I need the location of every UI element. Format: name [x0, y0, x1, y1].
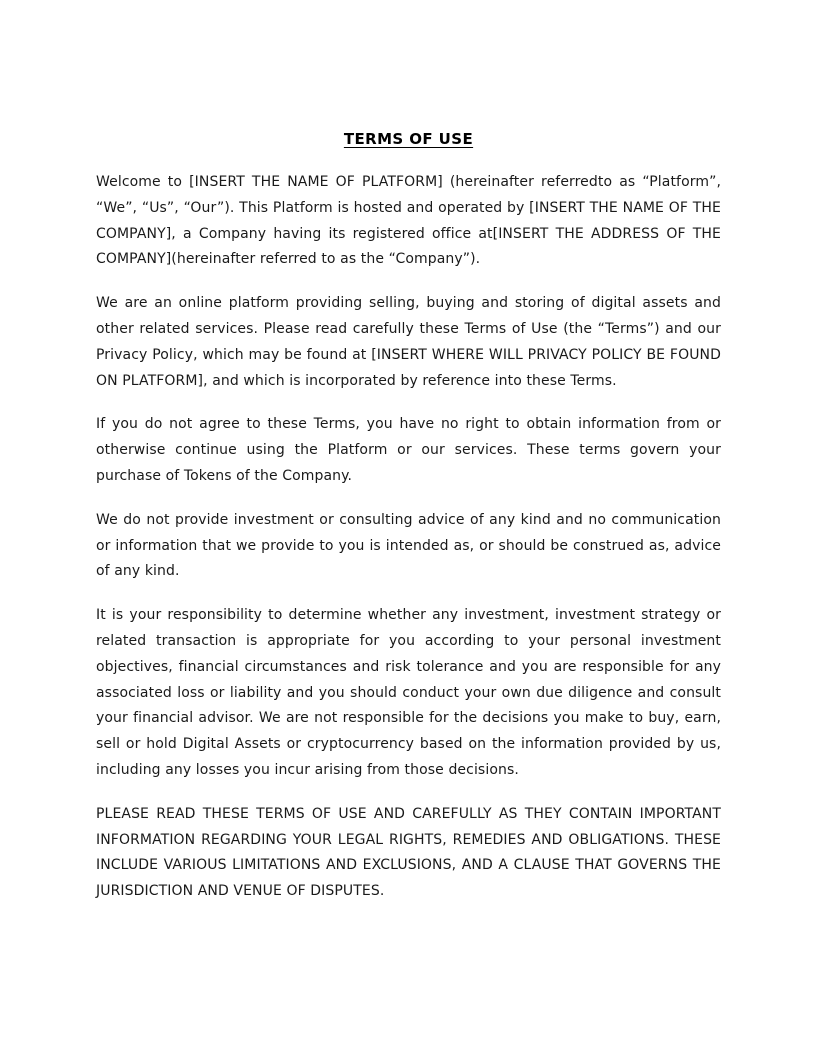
paragraph-welcome: Welcome to [INSERT THE NAME OF PLATFORM] (hereinafter referredto as “Platform”, “We”, “Us”, “Our”). This Platform is hosted and operated by [INSERT THE NAME OF THE COMPANY], a Company having its registered office at[INSERT THE ADDRESS OF THE COMPANY](hereinafter referred to as the “Company”). — [96, 174, 721, 268]
paragraph-notice: PLEASE READ THESE TERMS OF USE AND CAREFULLY AS THEY CONTAIN IMPORTANT INFORMATION REGARDING YOUR LEGAL RIGHTS, REMEDIES AND OBLIGATIONS. THESE INCLUDE VARIOUS LIMITATIONS AND EXCLUSIONS, AND A CLAUSE THAT GOVERNS THE JURISDICTION AND VENUE OF DISPUTES. — [96, 805, 721, 900]
paragraph-agreement: If you do not agree to these Terms, you have no right to obtain information from or otherwise continue using the Platform or our services. These terms govern your purchase of Tokens of the Company. — [96, 416, 721, 484]
document-title: TERMS OF USE — [343, 130, 474, 148]
paragraph-responsibility: It is your responsibility to determine whether any investment, investment strategy or related transaction is appropriate for you according to your personal investment objectives, financial circumstances and risk tolerance and you are responsible for any associated loss or liability and you should conduct your own due diligence and consult your financial advisor. We are not responsible for the decisions you make to buy, earn, sell or hold Digital Assets or cryptocurrency based on the information provided by us, including any losses you incur arising from those decisions. — [96, 607, 721, 778]
document-body — [96, 128, 721, 923]
paragraph-platform-description: We are an online platform providing selling, buying and storing of digital assets and other related services. Please read carefully these Terms of Use (the “Terms”) and our Privacy Policy, which may be found at [INSERT WHERE WILL PRIVACY POLICY BE FOUND ON PLATFORM], and which is incorporated by reference into these Terms. — [96, 295, 721, 389]
paragraph-no-advice: We do not provide investment or consulting advice of any kind and no communication or information that we provide to you is intended as, or should be construed as, advice of any kind. — [96, 511, 721, 580]
